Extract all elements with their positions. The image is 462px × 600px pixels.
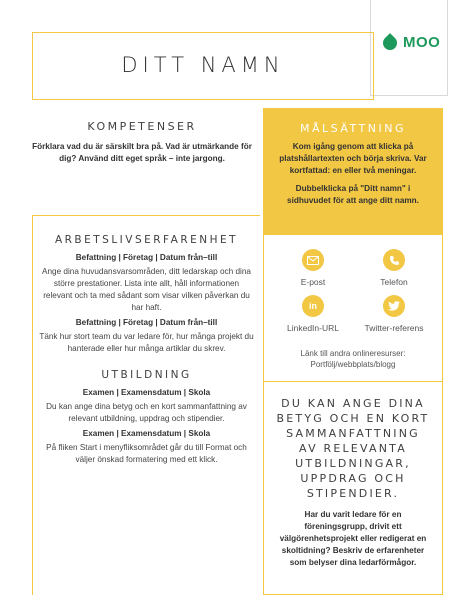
extra-section — [263, 381, 443, 595]
competencies-section — [32, 120, 252, 165]
linkedin-label[interactable]: LinkedIn-URL — [287, 323, 339, 333]
experience-section — [32, 215, 260, 595]
logo-text: MOO — [403, 34, 441, 51]
twitter-label[interactable]: Twitter-referens — [364, 323, 424, 333]
education-heading[interactable]: Examen | Examensdatum | Skola — [82, 388, 211, 397]
contact-section — [263, 235, 443, 381]
job-description[interactable]: Tänk hur stort team du var ledare för, hur många projekt du hanterade eller hur många artiklar du skrev. — [39, 332, 254, 353]
goal-text[interactable]: Kom igång genom att klicka på platshållartexten och börja skriva. Var kortfattad: en eller två meningar. — [279, 142, 427, 175]
education-description[interactable]: Du kan ange dina betyg och en kort sammanfattning av relevant utbildning, uppdrag och stipendier. — [46, 402, 247, 423]
moo-logo — [370, 0, 448, 96]
name-title[interactable]: DITT NAMN — [121, 53, 285, 77]
job-description[interactable]: Ange dina huvudansvarsområden, ditt ledarskap och dina större prestationer. Lista inte allt, håll informationen relevant och ta med sådant som visar vilken påverkan du har haft. — [42, 267, 251, 312]
job-heading[interactable]: Befattning | Företag | Datum från–till — [75, 253, 218, 262]
education-description[interactable]: På fliken Start i menyfliksområdet går du till Format och väljer önskad formatering med ett klick. — [46, 443, 247, 464]
education-heading[interactable]: Examen | Examensdatum | Skola — [82, 429, 211, 438]
twitter-icon — [383, 295, 405, 317]
competencies-title: KOMPETENSER — [87, 120, 197, 133]
contact-email[interactable] — [273, 249, 353, 287]
phone-icon — [383, 249, 405, 271]
name-header[interactable] — [32, 32, 374, 100]
extra-title[interactable]: DU KAN ANGE DINA BETYG OCH EN KORT SAMMANFATTNING AV RELEVANTA UTBILDNINGAR, UPPDRAG OCH STIPENDIER. — [276, 397, 430, 500]
linkedin-icon: in — [302, 295, 324, 317]
contact-twitter[interactable] — [354, 295, 434, 333]
job-heading[interactable]: Befattning | Företag | Datum från–till — [75, 318, 218, 327]
experience-title: ARBETSLIVSERFARENHET — [54, 234, 239, 246]
email-label[interactable]: E-post — [300, 277, 326, 287]
contact-phone[interactable] — [354, 249, 434, 287]
goal-section — [263, 108, 443, 235]
competencies-text[interactable]: Förklara vad du är särskilt bra på. Vad är utmärkande för dig? Använd ditt eget språk – inte jargong. — [32, 142, 252, 163]
drop-icon — [380, 33, 400, 53]
envelope-icon — [302, 249, 324, 271]
goal-text-2[interactable]: Dubbelklicka på "Ditt namn" i sidhuvudet för att ange ditt namn. — [287, 184, 419, 205]
education-title: UTBILDNING — [101, 369, 192, 381]
goal-title: MÅLSÄTTNING — [300, 122, 406, 135]
online-links[interactable]: Länk till andra onlineresurser: Portfölj/webbplats/blogg — [300, 349, 406, 369]
phone-label[interactable]: Telefon — [380, 277, 408, 287]
extra-text[interactable]: Har du varit ledare för en föreningsgrupp, drivit ett välgörenhetsprojekt eller redigerat en skoltidning? Beskriv de erfarenheter som belyser dina ledarförmågor. — [279, 510, 427, 567]
contact-linkedin[interactable] — [273, 295, 353, 333]
